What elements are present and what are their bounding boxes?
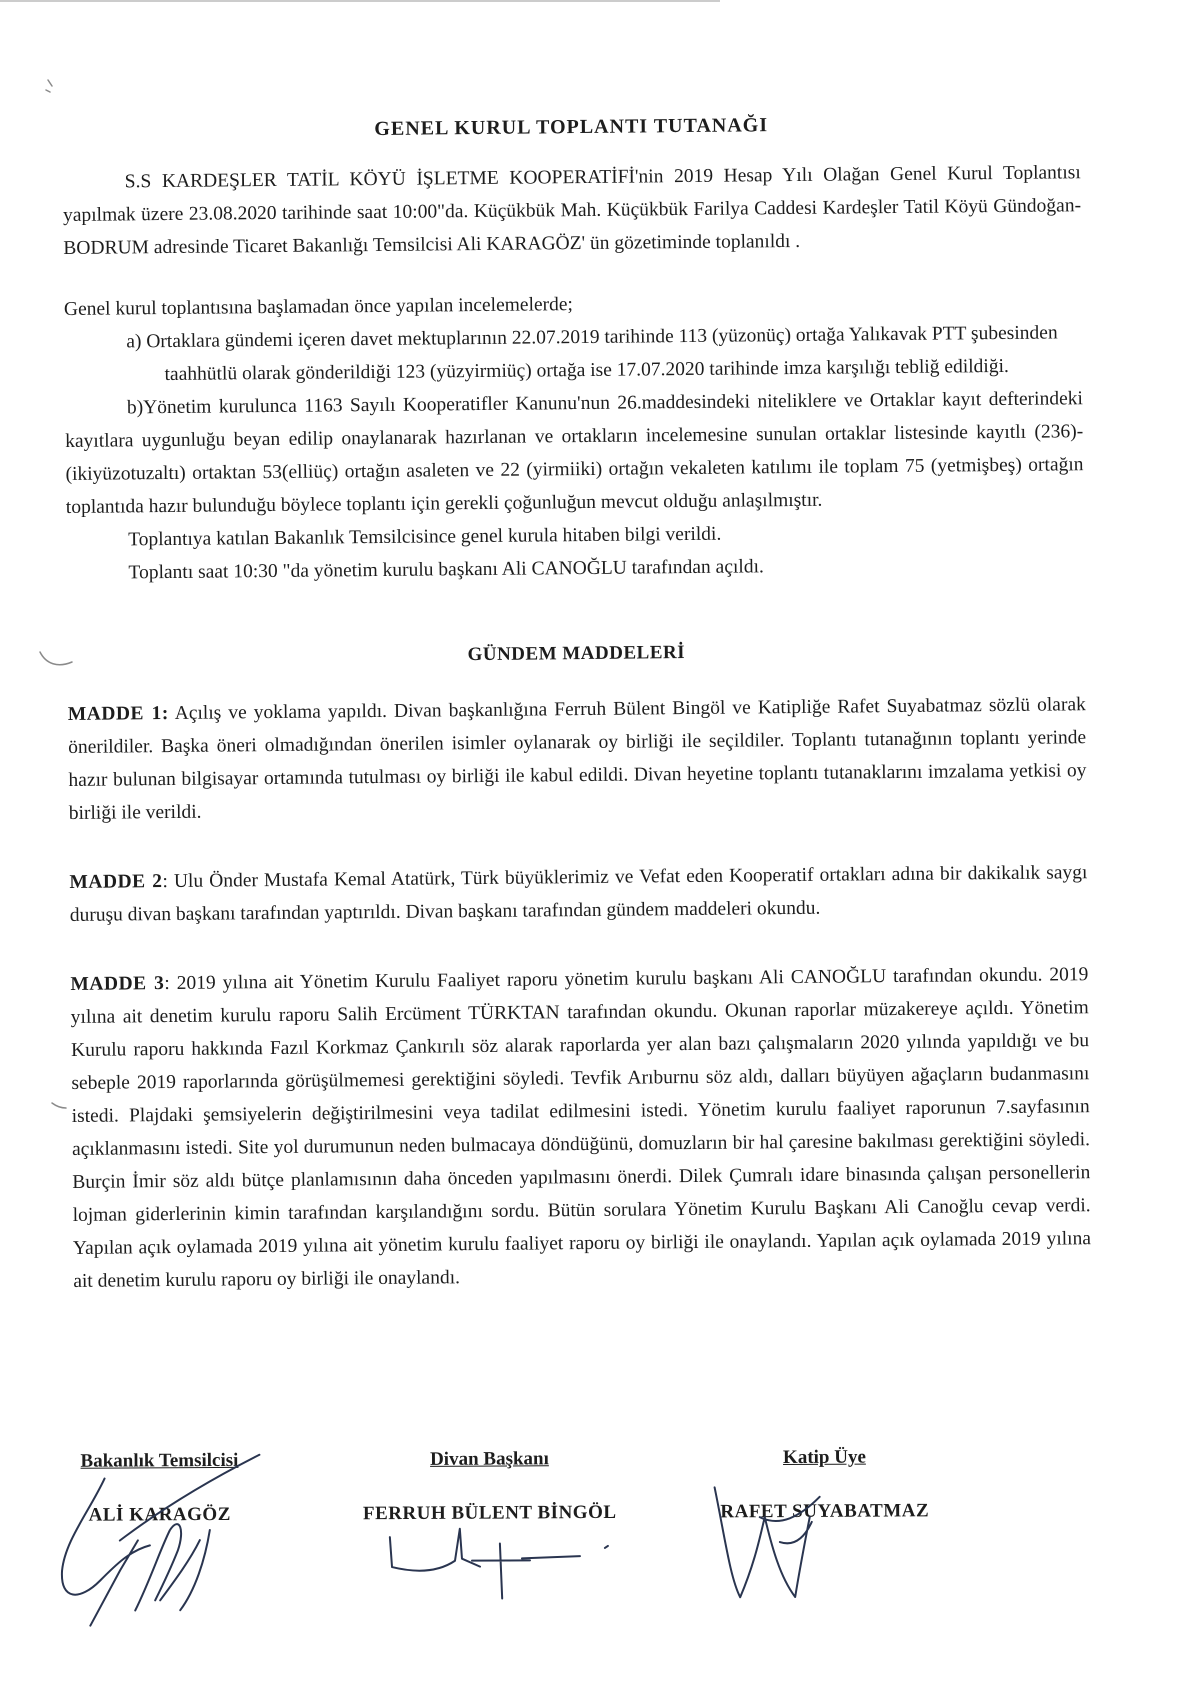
madde-2 [69, 856, 1088, 932]
document-title: GENEL KURUL TOPLANTI TUTANAĞI [374, 114, 769, 141]
agenda-title: GÜNDEM MADDELERİ [467, 642, 686, 666]
pre-check-heading: Genel kurul toplantısına başlamadan önce yapılan incelemelerde; [63, 294, 574, 320]
signature-role: Bakanlık Temsilcisi [80, 1449, 239, 1472]
scan-mark [52, 1103, 66, 1108]
madde-1-label: MADDE 1: [67, 703, 169, 725]
ministry-info-line: Toplantıya katılan Bakanlık Temsilcisince genel kurula hitaben bilgi verildi. [128, 523, 722, 551]
madde-3-label: MADDE 3 [70, 973, 165, 995]
madde-2-label: MADDE 2 [69, 871, 163, 893]
list-item-a: a) Ortaklara gündemi içeren davet mektuplarının 22.07.2019 tarihinde 113 (yüzonüç) ortağa Yalıkavak PTT şubesinden taahhütlü olarak gönderildiği 123 (yüzyirmiüç) ortağa ise 17.07.2020 tarihinde imza karşılığı tebliğ edildiği. [126, 322, 1058, 386]
madde-3-text: : 2019 yılına ait Yönetim Kurulu Faaliyet raporu yönetim kurulu başkanı Ali CANOĞLU tarafından okundu. 2019 yılına ait denetim kurulu raporu Salih Ercüment TÜRKTAN tarafından okundu. Okunan raporlar müzakereye açıldı. Yönetim Kurulu raporu hakkında Fazıl Korkmaz Çankırılı söz alarak raporlarda yer alan bazı çalışmaların 2020 yılında yapıldığı ve bu sebeple 2019 raporlarında görüşülmemesi gerektiğini söyledi. Tevfik Arıburnu söz aldı, dalları büyüyen ağaçların budanmasını istedi. Plajdaki şemsiyelerin değiştirilmesini veya tadilat edilmesini istedi. Yönetim kurulu faaliyet raporunun 7.sayfasının açıklanmasını istedi. Site yol durumunun neden bulmacaya döndüğünü, domuzların bir hal çaresine bakılması gerektiğini söyledi. Burçin İmir söz aldı bütçe planlamısının daha önceden yapılmasını önerdi. Dilek Çumralı idare binasında çalışan personellerin lojman giderlerinin kimin tarafından karşılandığını sordu. Bütün sorulara Yönetim Kurulu Başkanı Ali Canoğlu cevap verdi. Yapılan açık oylamada 2019 yılına ait yönetim kurulu faaliyet raporu oy birliği ile onaylandı. Yapılan açık oylamada 2019 yılına ait denetim kurulu raporu oy birliği ile onaylandı. [70, 964, 1092, 1292]
handwritten-signatures [59, 1445, 1140, 1681]
signature-name: RAFET SUYABATMAZ [720, 1500, 930, 1523]
signature-name: ALİ KARAGÖZ [88, 1503, 231, 1526]
madde-1 [68, 688, 1087, 830]
signature-bingol [390, 1528, 608, 1599]
signature-suyabatmaz [715, 1487, 821, 1598]
document-body [62, 95, 1092, 1334]
signature-role: Divan Başkanı [429, 1448, 549, 1470]
signature-name: FERRUH BÜLENT BİNGÖL [362, 1501, 617, 1525]
intro-paragraph: S.S KARDEŞLER TATİL KÖYÜ İŞLETME KOOPERATİFİ'nin 2019 Hesap Yılı Olağan Genel Kurul Toplantısı yapılmak üzere 23.08.2020 tarihinde saat 10:00"da. Küçükbük Mah. Küçükbük Farilya Caddesi Kardeşler Tatil Köyü Gündoğan- BODRUM adresinde Ticaret Bakanlığı Temsilcisi Ali KARAGÖZ' ün gözetiminde toplanıldı . [62, 162, 1082, 259]
madde-1-text: Açılış ve yoklama yapıldı. Divan başkanlığına Ferruh Bülent Bingöl ve Katipliğe Rafet Suyabatmaz sözlü olarak önerildiler. Başka öneri olmadığından önerilen isimler oylanarak oy birliği ile seçildiler. Toplantı tutanağının toplantı yerinde hazır bulunan bilgisayar ortamında tutulması oy birliği ile kabul edildi. Divan heyetine toplantı tutanaklarını imzalama yetkisi oy birliği ile verildi. [68, 694, 1087, 824]
signature-role: Katip Üye [782, 1446, 866, 1469]
madde-2-text: : Ulu Önder Mustafa Kemal Atatürk, Türk büyüklerimiz ve Vefat eden Kooperatif ortakları adına bir dakikalık saygı duruşu divan başkanı tarafından yaptırıldı. Divan başkanı tarafından gündem maddeleri okundu. [69, 862, 1088, 926]
meeting-opened-line: Toplantı saat 10:30 "da yönetim kurulu başkanı Ali CANOĞLU tarafından açıldı. [128, 556, 764, 584]
scan-speck [46, 80, 52, 92]
list-item-b: b)Yönetim kurulunca 1163 Sayılı Kooperatifler Kanunu'nun 26.maddesindeki niteliklere ve Ortaklar kayıt defterindeki kayıtlara uygunluğu beyan edilip onaylanarak hazırlanan ve ortakların incelemesine sunulan ortaklar listesinde kayıtlı (236)-(ikiyüzotuzaltı) ortaktan 53(elliüç) ortağın asaleten ve 22 (yirmiiki) ortağın vekaleten katılımı ile toplam 75 (yetmişbeş) ortağın toplantıda hazır bulunduğu böylece toplantı için gerekli çoğunluğun mevcut olduğu anlaşılmıştır. [65, 388, 1084, 518]
signature-karagoz [61, 1455, 260, 1626]
signature-block [59, 1445, 1140, 1681]
scan-edge-line [0, 0, 720, 2]
madde-3 [70, 958, 1091, 1298]
